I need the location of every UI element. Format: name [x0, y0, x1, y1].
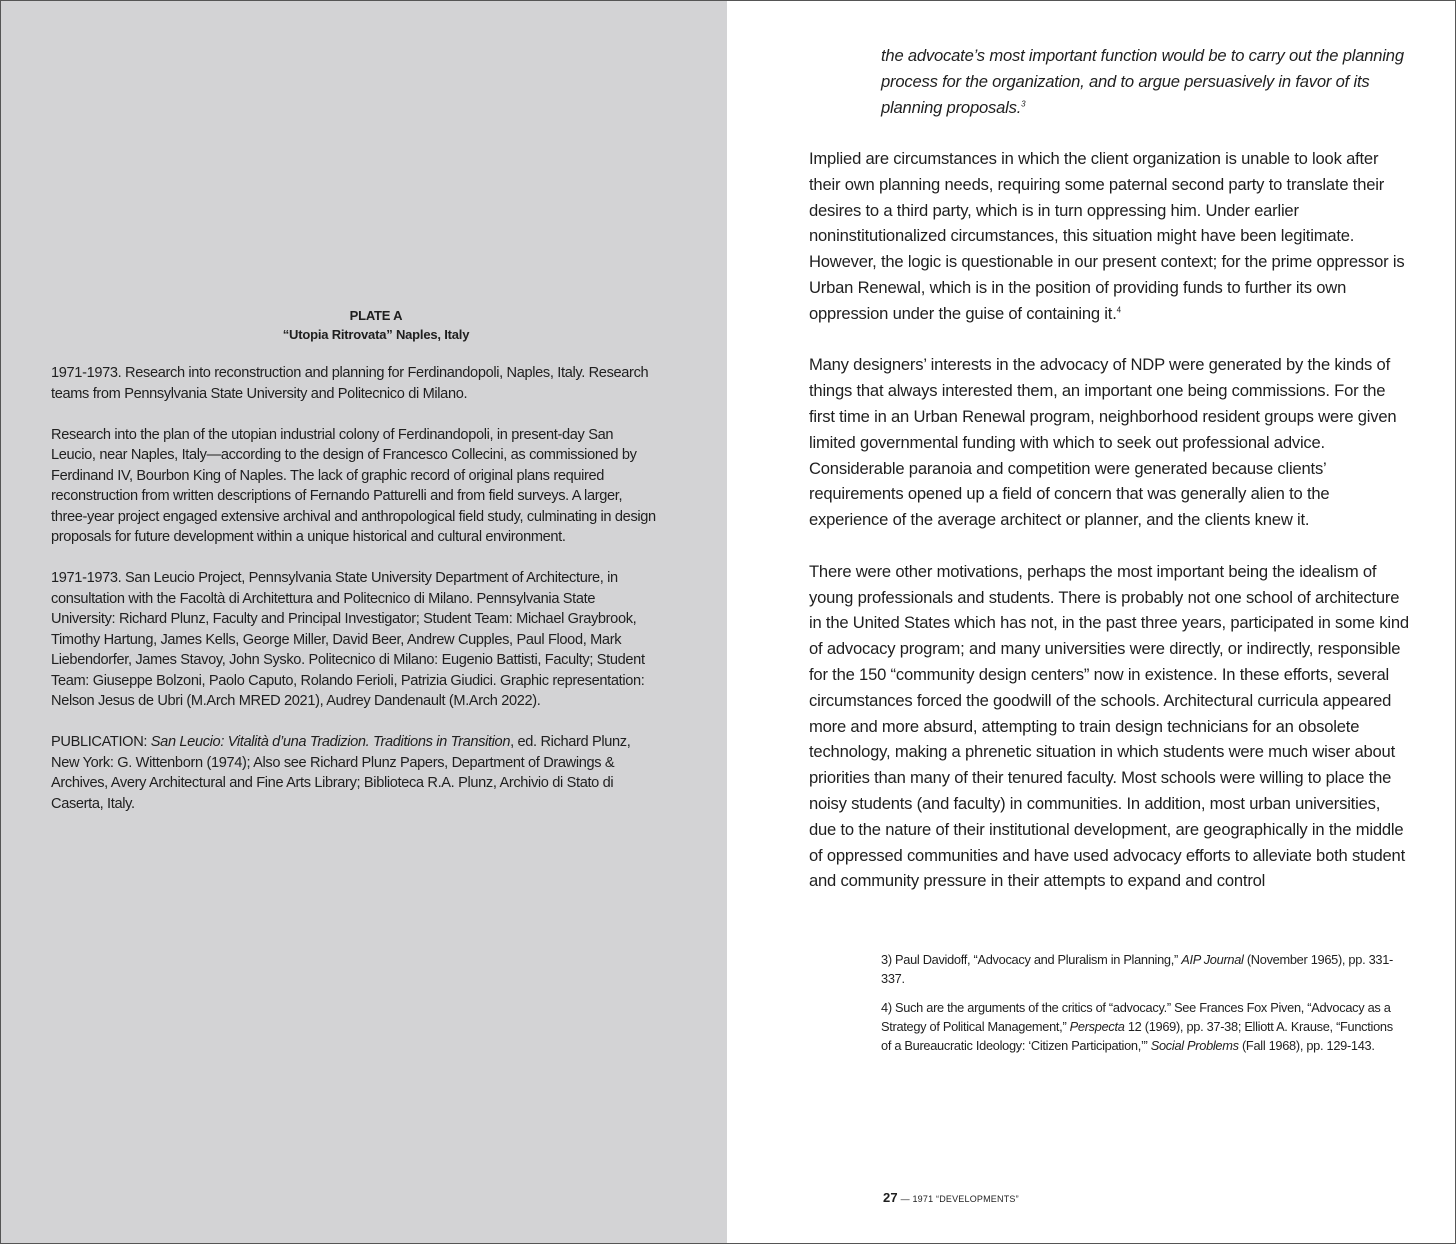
- plate-label: PLATE A: [349, 308, 403, 323]
- publication-paragraph: [51, 732, 661, 814]
- footnote-4-end: (Fall 1968), pp. 129-143.: [1238, 1038, 1375, 1053]
- footnote-3-end: (November 1965), pp. 331-337.: [881, 952, 1393, 986]
- body-paragraph-2: Many designers’ interests in the advocacy of NDP were generated by the kinds of things that always interested them, an important one being commissions. For the first time in an Urban Renewal program, neighborhood resident groups were given limited governmental funding with which to seek out professional advice. Considerable paranoia and competition were generated because clients’ requirements opened up a field of concern that was generally alien to the experience of the average architect or planner, and the clients knew it.: [809, 355, 1397, 530]
- footnote-4-middle: 12 (1969), pp. 37-38; Elliott A. Krause, “Functions of a Bureaucratic Ideology: ‘Citizen Participation,’”: [881, 1019, 1393, 1053]
- footnote-3-journal: AIP Journal: [1181, 952, 1244, 967]
- running-head: — 1971 “DEVELOPMENTS”: [897, 1194, 1019, 1204]
- footnote-4-journal-1: Perspecta: [1069, 1019, 1125, 1034]
- caption-paragraph-1: 1971-1973. Research into reconstruction and planning for Ferdinandopoli, Naples, Italy. Research teams from Pennsylvania State University and Politecnico di Milano.: [51, 365, 649, 402]
- footnote-4: [881, 998, 1403, 1055]
- page-folio: [883, 1190, 1019, 1205]
- footnote-ref-3: 3: [1021, 99, 1026, 109]
- footnotes: [881, 950, 1403, 1065]
- footnote-3: [881, 950, 1403, 988]
- publication-details: , ed. Richard Plunz, New York: G. Wittenborn (1974); Also see Richard Plunz Papers, Department of Drawings & Archives, Avery Architectural and Fine Arts Library; Biblioteca R.A. Plunz, Archivio di Stato di Caserta, Italy.: [51, 734, 631, 812]
- footnote-4-journal-2: Social Problems: [1150, 1038, 1239, 1053]
- plate-caption: [51, 363, 661, 835]
- publication-title: San Leucio: Vitalità d’una Tradizion. Traditions in Transition: [150, 734, 511, 750]
- page-number: 27: [883, 1190, 898, 1205]
- quote-text: the advocate’s most important function would be to carry out the planning process for the organization, and to argue persuasively in favor of its planning proposals.: [881, 46, 1404, 117]
- right-page: [727, 1, 1455, 1243]
- caption-paragraph-3: 1971-1973. San Leucio Project, Pennsylvania State University Department of Architecture, in consultation with the Facoltà di Architettura and Politecnico di Milano. Pennsylvania State University: Richard Plunz, Faculty and Principal Investigator; Student Team: Michael Graybrook, Timothy Hartung, James Kells, George Miller, David Beer, Andrew Cupples, Paul Flood, Mark Liebendorfer, James Stavoy, John Sysko. Politecnico di Milano: Eugenio Battisti, Faculty; Student Team: Giuseppe Bolzoni, Paolo Caputo, Rolando Ferioli, Patrizia Giudici. Graphic representation: Nelson Jesus de Ubri (M.Arch MRED 2021), Audrey Dandenault (M.Arch 2022).: [51, 570, 645, 709]
- left-page: [1, 1, 727, 1243]
- plate-heading: [51, 306, 701, 344]
- footnote-ref-4: 4: [1116, 305, 1121, 315]
- caption-paragraph-2: Research into the plan of the utopian industrial colony of Ferdinandopoli, in present-day San Leucio, near Naples, Italy—according to the design of Francesco Collecini, as commissioned by Ferdinand IV, Bourbon King of Naples. The lack of graphic record of original plans required reconstruction from written descriptions of Fernando Patturelli and from field surveys. A larger, three-year project engaged extensive archival and anthropological field study, culminating in design proposals for future development within a unique historical and cultural environment.: [51, 426, 656, 545]
- publication-label: PUBLICATION:: [51, 734, 151, 750]
- block-quote: [881, 43, 1411, 121]
- footnote-3-text: 3) Paul Davidoff, “Advocacy and Pluralism in Planning,”: [881, 952, 1182, 967]
- body-paragraph-1-text: Implied are circumstances in which the client organization is unable to look after their own planning needs, requiring some paternal second party to translate their desires to a third party, which is in turn oppressing him. Under earlier noninstitutionalized circumstances, this situation might have been legitimate. However, the logic is questionable in our present context; for the prime oppressor is Urban Renewal, which is in the position of providing funds to further its own oppression under the guise of containing it.: [809, 149, 1405, 323]
- body-paragraph-1: [809, 146, 1409, 327]
- body-paragraph-3: There were other motivations, perhaps the most important being the idealism of young professionals and students. There is probably not one school of architecture in the United States which has not, in the past three years, participated in some kind of advocacy program; and many universities were directly, or indirectly, responsible for the 150 “community design centers” now in existence. In these efforts, several circumstances forced the goodwill of the schools. Architectural curricula appeared more and more absurd, attempting to train design technicians for an obsolete technology, making a phrenetic situation in which students were much wiser about priorities than many of their tenured faculty. Most schools were willing to place the noisy students (and faculty) in communities. In addition, most urban universities, due to the nature of their institutional development, are geographically in the middle of oppressed communities and have used advocacy efforts to alleviate both student and community pressure in their attempts to expand and control: [809, 561, 1409, 891]
- body-text: [809, 146, 1409, 920]
- plate-title: “Utopia Ritrovata” Naples, Italy: [282, 327, 470, 342]
- footnote-4-text: 4) Such are the arguments of the critics of “advocacy.” See Frances Fox Piven, “Advocacy as a Strategy of Political Management,”: [881, 1000, 1391, 1034]
